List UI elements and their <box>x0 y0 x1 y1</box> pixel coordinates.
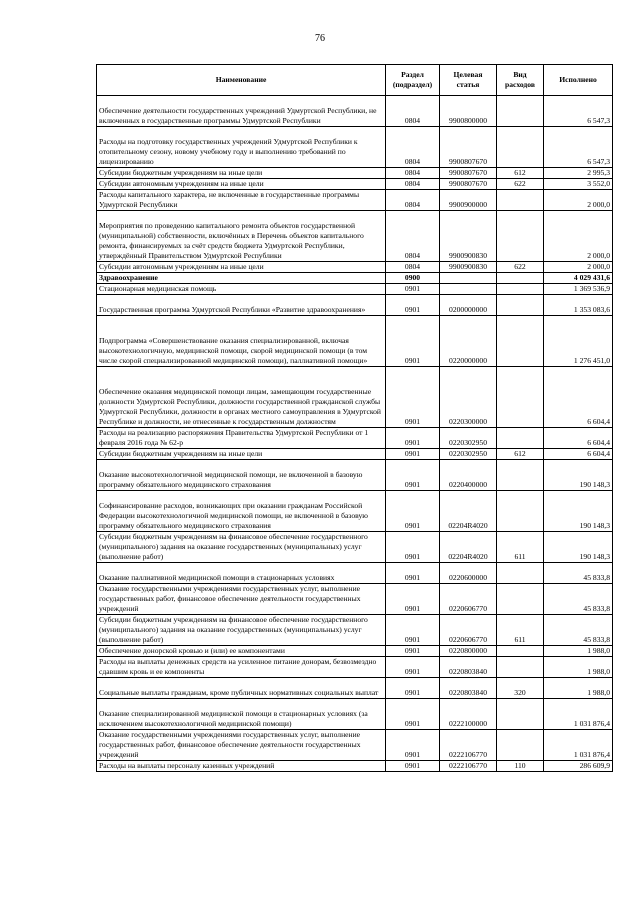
table-row <box>97 367 613 428</box>
row-name-cell: Государственная программа Удмуртской Республики «Развитие здравоохранения» <box>97 295 386 316</box>
row-target-cell: 9900900830 <box>440 262 497 273</box>
table-row <box>97 295 613 316</box>
row-target-cell: 0220000000 <box>440 316 497 367</box>
row-section-cell: 0901 <box>386 657 440 678</box>
row-type-cell <box>497 646 544 657</box>
header-section: Раздел (подраздел) <box>386 65 440 96</box>
row-type-cell <box>497 584 544 615</box>
row-type-cell <box>497 491 544 532</box>
row-name-cell: Софинансирование расходов, возникающих при оказании гражданам Российской Федерации высокотехнологичной медицинской помощи, не включенной в базовую программу обязательного медицинского страхования <box>97 491 386 532</box>
row-section-cell: 0804 <box>386 262 440 273</box>
row-target-cell <box>440 284 497 295</box>
row-name-cell: Социальные выплаты гражданам, кроме публичных нормативных социальных выплат <box>97 678 386 699</box>
table-row <box>97 615 613 646</box>
row-executed-cell: 1 031 876,4 <box>544 730 613 761</box>
row-type-cell <box>497 295 544 316</box>
row-section-cell: 0901 <box>386 646 440 657</box>
row-target-cell: 0220606770 <box>440 584 497 615</box>
row-name-cell: Оказание высокотехнологичной медицинской помощи, не включенной в базовую программу обязательного медицинского страхования <box>97 460 386 491</box>
row-name-cell: Подпрограмма «Совершенствование оказания специализированной, включая высокотехнологичную, медицинской помощи, скорой медицинской помощи (в том числе скорой специализированной медицинской помощи), паллиативной помощи» <box>97 316 386 367</box>
table-row <box>97 284 613 295</box>
row-executed-cell: 2 995,3 <box>544 168 613 179</box>
row-target-cell: 0220400000 <box>440 460 497 491</box>
budget-table <box>96 64 613 772</box>
row-section-cell: 0901 <box>386 460 440 491</box>
row-type-cell <box>497 211 544 262</box>
row-executed-cell: 45 833,8 <box>544 584 613 615</box>
row-executed-cell: 45 833,8 <box>544 615 613 646</box>
header-name: Наименование <box>97 65 386 96</box>
row-executed-cell: 190 148,3 <box>544 491 613 532</box>
row-section-cell: 0804 <box>386 168 440 179</box>
row-type-cell <box>497 316 544 367</box>
table-row <box>97 646 613 657</box>
table-row <box>97 262 613 273</box>
row-target-cell: 9900807670 <box>440 127 497 168</box>
table-row <box>97 532 613 563</box>
row-section-cell: 0901 <box>386 532 440 563</box>
row-target-cell: 0220606770 <box>440 615 497 646</box>
row-target-cell: 9900900000 <box>440 190 497 211</box>
row-executed-cell: 6 547,3 <box>544 96 613 127</box>
table-row <box>97 657 613 678</box>
row-target-cell: 0220302950 <box>440 449 497 460</box>
row-name-cell: Оказание специализированной медицинской помощи в стационарных условиях (за исключением высокотехнологичной медицинской помощи) <box>97 699 386 730</box>
row-target-cell: 9900800000 <box>440 96 497 127</box>
table-row <box>97 127 613 168</box>
row-executed-cell: 286 609,9 <box>544 761 613 772</box>
table-row <box>97 699 613 730</box>
row-executed-cell: 1 988,0 <box>544 657 613 678</box>
row-target-cell: 0200000000 <box>440 295 497 316</box>
row-type-cell <box>497 367 544 428</box>
row-type-cell <box>497 657 544 678</box>
row-type-cell <box>497 699 544 730</box>
row-section-cell: 0804 <box>386 127 440 168</box>
row-executed-cell: 1 988,0 <box>544 646 613 657</box>
table-row <box>97 168 613 179</box>
row-type-cell <box>497 428 544 449</box>
row-executed-cell: 1 369 536,9 <box>544 284 613 295</box>
table-row <box>97 273 613 284</box>
row-name-cell: Субсидии бюджетным учреждениям на иные цели <box>97 449 386 460</box>
row-target-cell: 0220803840 <box>440 678 497 699</box>
row-section-cell: 0901 <box>386 615 440 646</box>
row-type-cell: 110 <box>497 761 544 772</box>
row-target-cell: 0220800000 <box>440 646 497 657</box>
table-row <box>97 449 613 460</box>
page-number: 76 <box>315 33 325 44</box>
header-type: Вид расходов <box>497 65 544 96</box>
row-type-cell <box>497 273 544 284</box>
row-target-cell: 0220803840 <box>440 657 497 678</box>
row-executed-cell: 1 353 083,6 <box>544 295 613 316</box>
row-target-cell: 9900807670 <box>440 168 497 179</box>
row-target-cell <box>440 273 497 284</box>
row-executed-cell: 6 604,4 <box>544 367 613 428</box>
row-type-cell <box>497 563 544 584</box>
row-executed-cell: 1 988,0 <box>544 678 613 699</box>
row-section-cell: 0901 <box>386 699 440 730</box>
table-row <box>97 584 613 615</box>
row-name-cell: Расходы на выплаты персоналу казенных учреждений <box>97 761 386 772</box>
table-row <box>97 190 613 211</box>
row-section-cell: 0901 <box>386 367 440 428</box>
row-section-cell: 0900 <box>386 273 440 284</box>
row-name-cell: Расходы капитального характера, не включенные в государственные программы Удмуртской Республики <box>97 190 386 211</box>
header-target: Целевая статья <box>440 65 497 96</box>
row-target-cell: 0220600000 <box>440 563 497 584</box>
row-section-cell: 0901 <box>386 678 440 699</box>
row-name-cell: Оказание государственными учреждениями государственных услуг, выполнение государственных работ, финансовое обеспечение деятельности государственных учреждений <box>97 584 386 615</box>
row-target-cell: 02204R4020 <box>440 491 497 532</box>
table-header-row <box>97 65 613 96</box>
row-name-cell: Мероприятия по проведению капитального ремонта объектов государственной (муниципальной) собственности, включённых в Перечень объектов капитального ремонта, финансируемых за счёт средств бюджета Удмуртской Республики, утверждённый Правительством Удмуртской Республики <box>97 211 386 262</box>
row-type-cell: 622 <box>497 262 544 273</box>
table-row <box>97 211 613 262</box>
row-section-cell: 0901 <box>386 730 440 761</box>
row-executed-cell: 190 148,3 <box>544 532 613 563</box>
row-section-cell: 0901 <box>386 491 440 532</box>
row-type-cell: 320 <box>497 678 544 699</box>
row-executed-cell: 45 833,8 <box>544 563 613 584</box>
row-type-cell: 611 <box>497 532 544 563</box>
row-executed-cell: 4 029 431,6 <box>544 273 613 284</box>
row-target-cell: 9900807670 <box>440 179 497 190</box>
row-executed-cell: 1 031 876,4 <box>544 699 613 730</box>
row-name-cell: Субсидии автономным учреждениям на иные цели <box>97 179 386 190</box>
row-target-cell: 0220302950 <box>440 428 497 449</box>
row-type-cell <box>497 96 544 127</box>
row-executed-cell: 3 552,0 <box>544 179 613 190</box>
row-section-cell: 0804 <box>386 190 440 211</box>
row-section-cell: 0804 <box>386 179 440 190</box>
row-target-cell: 02204R4020 <box>440 532 497 563</box>
table-row <box>97 491 613 532</box>
row-executed-cell: 190 148,3 <box>544 460 613 491</box>
row-section-cell: 0901 <box>386 316 440 367</box>
row-name-cell: Субсидии бюджетным учреждениям на финансовое обеспечение государственного (муниципального) задания на оказание государственных (муниципальных) услуг (выполнение работ) <box>97 532 386 563</box>
row-executed-cell: 2 000,0 <box>544 211 613 262</box>
row-type-cell <box>497 284 544 295</box>
row-name-cell: Обеспечение оказания медицинской помощи лицам, замещающим государственные должности Удмуртской Республики, должности государственной гражданской службы Удмуртской Республики, должности в органах местного самоуправления в Удмуртской Республике и должности, не отнесенные к государственным должностям <box>97 367 386 428</box>
row-target-cell: 0222100000 <box>440 699 497 730</box>
row-name-cell: Здравоохранение <box>97 273 386 284</box>
table-row <box>97 179 613 190</box>
row-type-cell <box>497 127 544 168</box>
row-section-cell: 0901 <box>386 563 440 584</box>
row-name-cell: Стационарная медицинская помощь <box>97 284 386 295</box>
row-name-cell: Расходы на выплаты денежных средств на усиленное питание донорам, безвозмездно сдавшим кровь и ее компоненты <box>97 657 386 678</box>
row-name-cell: Субсидии автономным учреждениям на иные цели <box>97 262 386 273</box>
row-name-cell: Обеспечение донорской кровью и (или) ее компонентами <box>97 646 386 657</box>
table-row <box>97 761 613 772</box>
row-name-cell: Субсидии бюджетным учреждениям на иные цели <box>97 168 386 179</box>
row-section-cell: 0901 <box>386 449 440 460</box>
row-name-cell: Расходы на подготовку государственных учреждений Удмуртской Республики к отопительному сезону, новому учебному году и выполнению требований по лицензированию <box>97 127 386 168</box>
header-executed: Исполнено <box>544 65 613 96</box>
row-type-cell: 612 <box>497 449 544 460</box>
table-row <box>97 96 613 127</box>
row-name-cell: Оказание государственными учреждениями государственных услуг, выполнение государственных работ, финансовое обеспечение деятельности государственных учреждений <box>97 730 386 761</box>
row-target-cell: 0222106770 <box>440 761 497 772</box>
row-section-cell: 0901 <box>386 284 440 295</box>
row-executed-cell: 2 000,0 <box>544 262 613 273</box>
row-target-cell: 9900900830 <box>440 211 497 262</box>
table-row <box>97 563 613 584</box>
row-section-cell: 0901 <box>386 761 440 772</box>
row-type-cell: 622 <box>497 179 544 190</box>
table-body <box>97 96 613 772</box>
table-row <box>97 678 613 699</box>
row-section-cell: 0804 <box>386 211 440 262</box>
row-type-cell <box>497 730 544 761</box>
row-executed-cell: 2 000,0 <box>544 190 613 211</box>
row-type-cell <box>497 190 544 211</box>
table-row <box>97 428 613 449</box>
row-section-cell: 0901 <box>386 295 440 316</box>
table-row <box>97 460 613 491</box>
row-name-cell: Расходы на реализацию распоряжения Правительства Удмуртской Республики от 1 февраля 2016 года № 62-р <box>97 428 386 449</box>
row-target-cell: 0222106770 <box>440 730 497 761</box>
row-executed-cell: 6 547,3 <box>544 127 613 168</box>
row-type-cell: 611 <box>497 615 544 646</box>
row-name-cell: Обеспечение деятельности государственных учреждений Удмуртской Республики, не включенных в государственные программы Удмуртской Республики <box>97 96 386 127</box>
row-name-cell: Оказание паллиативной медицинской помощи в стационарных условиях <box>97 563 386 584</box>
row-section-cell: 0901 <box>386 584 440 615</box>
row-type-cell: 612 <box>497 168 544 179</box>
row-name-cell: Субсидии бюджетным учреждениям на финансовое обеспечение государственного (муниципального) задания на оказание государственных (муниципальных) услуг (выполнение работ) <box>97 615 386 646</box>
table-row <box>97 730 613 761</box>
row-section-cell: 0901 <box>386 428 440 449</box>
row-target-cell: 0220300000 <box>440 367 497 428</box>
row-executed-cell: 6 604,4 <box>544 428 613 449</box>
row-type-cell <box>497 460 544 491</box>
row-section-cell: 0804 <box>386 96 440 127</box>
row-executed-cell: 6 604,4 <box>544 449 613 460</box>
row-executed-cell: 1 276 451,0 <box>544 316 613 367</box>
table-row <box>97 316 613 367</box>
